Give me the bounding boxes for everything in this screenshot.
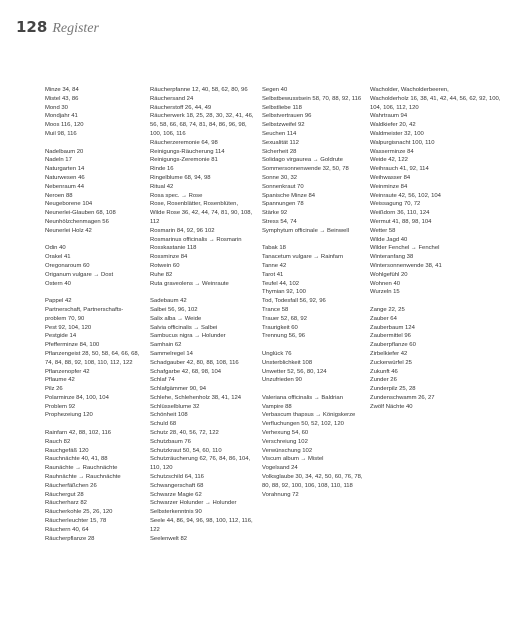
index-entry: Oregonaroum 60 (45, 262, 90, 269)
index-entry: Verfluchungen 50, 52, 102, 120 (262, 421, 344, 428)
index-entry: Ritual 42 (150, 183, 174, 190)
index-entry: Ruhe 82 (150, 271, 173, 278)
index-entry: Zukunft 46 (370, 368, 398, 375)
index-entry: Trennung 56, 96 (262, 333, 306, 340)
index-entry: Spannungen 78 (262, 201, 304, 208)
index-entry: Reinigungs-Räucherung 114 (150, 148, 225, 155)
index-entry: Tarot 41 (262, 271, 284, 278)
index-entry: Schutz 28, 40, 56, 72, 122 (150, 430, 219, 437)
index-entry: Rosmarinus officinalis → Rosmarin (150, 236, 242, 243)
index-entry: Verhexung 54, 60 (262, 430, 309, 437)
index-entry: Wacholder, Wacholderbeeren, (370, 87, 449, 93)
index-entry: Odin 40 (45, 245, 66, 252)
index-entry: Schutzschild 64, 116 (150, 474, 204, 481)
index-entry: Trance 58 (262, 306, 289, 313)
index-entry: Salvia officinalis → Salbei (150, 324, 218, 331)
index-entry: Neunerlei Holz 42 (45, 227, 92, 234)
index-entry: Zunderpilz 25, 28 (370, 386, 416, 393)
index-entry: Zwölf Nächte 40 (370, 403, 413, 410)
index-entry: Räucherstoff 26, 44, 49 (150, 104, 212, 111)
index-entry: Rose, Rosenblätter, Rosenblüten, (150, 201, 239, 208)
index-entry: Pestgide 14 (45, 333, 77, 340)
index-entry: Pflaume 42 (45, 377, 75, 384)
index-column-3 (262, 86, 368, 499)
index-entry: Sexualität 112 (262, 139, 299, 146)
index-entry: Schönheit 108 (150, 412, 188, 419)
page-title: Register (52, 21, 99, 36)
index-entry: Wasserminze 84 (370, 148, 414, 155)
index-entry: Sambucus nigra → Holunder (150, 333, 226, 340)
index-entry: Vorahnung 72 (262, 491, 299, 498)
index-entry: Pflanzenopfer 42 (45, 368, 90, 375)
index-entry: Selbstliebe 118 (262, 104, 302, 111)
index-section-gap (262, 385, 368, 394)
index-entry: Unglück 76 (262, 350, 292, 357)
index-entry: Mondjahr 41 (45, 113, 78, 120)
index-entry: Polarminze 84, 100, 104 (45, 394, 109, 401)
index-entry: Schutzräucherung 62, 76, 84, 86, 104, 110, 120 (150, 456, 251, 472)
index-entry: Schutzbaum 76 (150, 438, 191, 445)
index-entry: Teufel 44, 102 (262, 280, 300, 287)
index-entry: Seelenwelt 82 (150, 535, 188, 542)
index-entry: Nadelbaum 20 (45, 148, 84, 155)
index-entry: Waldkiefer 20, 42 (370, 122, 416, 129)
index-entry: Partnerschaft, Partnerschafts-problem 70, 90 (45, 306, 124, 322)
index-entry: Sommersonnenwende 32, 50, 78 (262, 166, 349, 173)
index-entry: Neunerlei-Glauben 68, 108 (45, 210, 116, 217)
index-entry: Verbascum thapsus → Königskerze (262, 412, 356, 419)
index-entry: Rosskastanie 118 (150, 245, 197, 252)
index-entry: Pilz 26 (45, 386, 63, 393)
index-entry: Neroen 88 (45, 192, 73, 199)
index-entry: Schlafgämmer 90, 94 (150, 386, 206, 393)
index-entry: Rotwein 60 (150, 262, 180, 269)
index-entry: Waldmeister 32, 100 (370, 130, 424, 137)
index-entry: Moos 116, 120 (45, 122, 84, 129)
index-entry: Zuckerwürfel 25 (370, 359, 412, 366)
index-entry: Weide 42, 122 (370, 157, 408, 164)
index-section-gap (45, 236, 140, 245)
index-entry: Seuchen 114 (262, 130, 297, 137)
index-entry: Wacholderholz 16, 38, 41, 42, 44, 56, 62, 92, 100, 104, 106, 112, 120 (370, 95, 501, 111)
index-entry: Zauberpflanze 60 (370, 342, 416, 349)
index-entry: Naturgarten 14 (45, 166, 85, 173)
index-entry: Selbsterkenntnis 90 (150, 509, 202, 516)
index-entry: Zange 22, 25 (370, 306, 405, 313)
index-entry: Verwünschung 102 (262, 447, 313, 454)
index-entry: Wilde Rose 36, 42, 44, 74, 81, 90, 108, 112 (150, 210, 253, 225)
index-entry: Ruta graveolens → Weinraute (150, 280, 229, 287)
index-entry: Schwarzer Holunder → Holunder (150, 500, 237, 507)
index-entry: Walpurgisnacht 100, 110 (370, 139, 435, 146)
index-section-gap (262, 341, 368, 350)
index-entry: Wurzeln 15 (370, 289, 400, 296)
index-entry: Unwetter 52, 56, 80, 124 (262, 368, 327, 375)
index-entry: Stress 54, 74 (262, 218, 297, 225)
index-entry: Rosmarin 84, 92, 96 102 (150, 227, 215, 234)
index-entry: Selbstvertrauen 96 (262, 113, 312, 120)
index-entry: Thymian 92, 100 (262, 289, 306, 296)
index-entry: Schutzkraut 50, 54, 60, 110 (150, 447, 222, 454)
index-entry: Zauberbaum 124 (370, 324, 415, 331)
index-entry: Symphytum officinale → Beinwell (262, 227, 349, 234)
index-section-gap (45, 288, 140, 297)
page-number: 128 (16, 18, 48, 36)
index-entry: Winteranfang 38 (370, 254, 414, 261)
index-entry: Zauber 64 (370, 315, 397, 322)
index-entry: Schwarze Magie 62 (150, 491, 202, 498)
index-entry: Samhain 62 (150, 342, 182, 349)
index-entry: Räucherpflanze 28 (45, 535, 95, 542)
index-entry: Schuld 68 (150, 421, 177, 428)
index-entry: Tabak 18 (262, 245, 286, 252)
index-entry: Wohlgefühl 20 (370, 271, 408, 278)
index-entry: Pappel 42 (45, 298, 72, 305)
index-entry: Raunächte → Rauchnächte (45, 465, 118, 472)
index-column-1 (45, 86, 140, 543)
index-entry: Mistel 43, 86 (45, 95, 79, 102)
index-entry: Pfefferminze 84, 100 (45, 342, 100, 349)
index-entry: Räucherkohle 25, 26, 120 (45, 509, 113, 516)
index-entry: Räucherharz 82 (45, 500, 87, 507)
index-entry: Unsterblichkeit 108 (262, 359, 313, 366)
index-entry: Wintersonnenwende 38, 41 (370, 262, 442, 269)
index-entry: Naturwesen 46 (45, 174, 85, 181)
index-entry: Minze 34, 84 (45, 87, 79, 93)
index-entry: Räucherpfanne 12, 40, 58, 62, 80, 96 (150, 87, 248, 93)
index-entry: Räucherwerk 18, 25, 28, 30, 32, 41, 46, 56, 58, 66, 68, 74, 81, 84, 86, 96, 98, 100, 106, 116 (150, 113, 254, 137)
index-entry: Pest 92, 104, 120 (45, 324, 92, 331)
index-entry: Rauch 82 (45, 438, 71, 445)
index-entry: Wahrtraum 94 (370, 113, 408, 120)
index-section-gap (370, 297, 502, 306)
index-entry: Rauchgefäß 120 (45, 447, 89, 454)
index-entry: Räuchersand 24 (150, 95, 194, 102)
index-entry: Rinde 16 (150, 166, 174, 173)
index-entry: Salix alba → Weide (150, 315, 202, 322)
index-entry: Weissagung 70, 72 (370, 201, 421, 208)
index-section-gap (45, 139, 140, 148)
index-entry: Weihrauch 41, 92, 114 (370, 166, 429, 173)
index-entry: Rauchnächte 40, 41, 88 (45, 456, 108, 463)
index-section-gap (45, 420, 140, 429)
index-entry: Rainfarn 42, 88, 102, 116 (45, 430, 112, 437)
index-entry: Origanum vulgare → Dost (45, 271, 114, 278)
index-entry: Sonne 30, 32 (262, 174, 298, 181)
index-entry: Prophezeiung 120 (45, 412, 93, 419)
index-entry: Tod, Todesfall 56, 92, 96 (262, 298, 326, 305)
index-entry: Nadeln 17 (45, 157, 72, 164)
index-entry: Weinminze 84 (370, 183, 408, 190)
index-entry: Ringelblume 68, 94, 98 (150, 174, 211, 181)
index-entry: Weinraute 42, 56, 102, 104 (370, 192, 441, 199)
index-entry: Valeriana officinalis → Baldrian (262, 394, 343, 401)
index-entry: Mond 30 (45, 104, 68, 111)
index-entry: Unzufrieden 90 (262, 377, 302, 384)
index-entry: Räuchergut 28 (45, 491, 84, 498)
index-entry: Stärke 92 (262, 210, 288, 217)
index-entry: Verschreiung 102 (262, 438, 308, 445)
index-entry: Sonnenkraut 70 (262, 183, 304, 190)
index-entry: Spanische Minze 84 (262, 192, 316, 199)
index-entry: Schwangerschaft 68 (150, 482, 204, 489)
index-entry: Salbei 56, 96, 102 (150, 306, 198, 313)
index-column-4 (370, 86, 502, 411)
index-entry: Zundenschwamm 26, 27 (370, 394, 435, 401)
index-entry: Tanne 42 (262, 262, 287, 269)
index-entry: Problem 92 (45, 403, 76, 410)
index-entry: Räucherzeremonie 64, 98 (150, 139, 218, 146)
index-entry: Pflanzengeist 28, 50, 58, 64, 66, 68, 74, 84, 88, 92, 108, 110, 112, 122 (45, 350, 140, 366)
index-entry: Schadgauber 42, 80, 88, 108, 116 (150, 359, 239, 366)
index-entry: Sammelregel 14 (150, 350, 193, 357)
index-entry: Nebenraum 44 (45, 183, 84, 190)
index-entry: Weißdorn 36, 110, 124 (370, 210, 430, 217)
index-entry: Wetter 58 (370, 227, 396, 234)
index-entry: Selbstbewusstsein 58, 70, 88, 92, 116 (262, 95, 362, 102)
index-entry: Räuchern 40, 64 (45, 526, 89, 533)
index-entry: Reinigungs-Zeremonie 81 (150, 157, 218, 164)
index-entry: Sicherheit 28 (262, 148, 297, 155)
index-entry: Seele 44, 86, 94, 96, 98, 100, 112, 116, 122 (150, 518, 253, 533)
index-entry: Selbstzweifel 92 (262, 122, 305, 129)
index-entry: Wilde Jagd 40 (370, 236, 408, 243)
index-entry: Wohnen 40 (370, 280, 401, 287)
index-entry: Tanacetum vulgare → Rainfarn (262, 254, 344, 261)
index-entry: Wermut 41, 88, 98, 104 (370, 218, 432, 225)
index-entry: Rosa spec. → Rose (150, 192, 203, 199)
index-column-2 (150, 86, 258, 543)
index-entry: Schlehe, Schlehenholz 38, 41, 124 (150, 394, 242, 401)
page-header (16, 18, 99, 37)
index-entry: Schafgarbe 42, 68, 98, 104 (150, 368, 222, 375)
index-entry: Räucherfäßchen 26 (45, 482, 97, 489)
index-entry: Segen 40 (262, 87, 288, 93)
index-entry: Zirbelkiefer 42 (370, 350, 408, 357)
index-entry: Vogelsand 24 (262, 465, 298, 472)
index-entry: Vampire 88 (262, 403, 292, 410)
index-entry: Orakel 41 (45, 254, 71, 261)
index-entry: Rossminze 84 (150, 254, 188, 261)
index-entry: Sadebaum 42 (150, 298, 187, 305)
index-entry: Weihwasser 84 (370, 174, 411, 181)
index-entry: Schlüsselblume 32 (150, 403, 200, 410)
index-entry: Schlaf 74 (150, 377, 175, 384)
index-entry: Neunhölzchenmagen 56 (45, 218, 109, 225)
index-entry: Traurigkeit 60 (262, 324, 298, 331)
index-entry: Zunder 26 (370, 377, 397, 384)
index-entry: Solidago virgaurea → Goldrute (262, 157, 343, 164)
index-entry: Viscum album → Mistel (262, 456, 324, 463)
index-entry: Wilder Fenchel → Fenchel (370, 245, 440, 252)
index-entry: Volksglaube 30, 34, 42, 50, 60, 76, 78, 80, 88, 92, 100, 106, 108, 110, 118 (262, 474, 363, 489)
index-section-gap (262, 236, 368, 245)
index-entry: Zaubermittel 96 (370, 333, 411, 340)
index-entry: Trauer 52, 68, 92 (262, 315, 307, 322)
index-entry: Rauhnächte → Rauchnächte (45, 474, 121, 481)
index-entry: Räucherleuchter 15, 78 (45, 518, 107, 525)
index-section-gap (150, 288, 258, 297)
index-entry: Neugeborene 104 (45, 201, 93, 208)
index-entry: Muil 98, 116 (45, 130, 77, 137)
index-entry: Ostern 40 (45, 280, 71, 287)
